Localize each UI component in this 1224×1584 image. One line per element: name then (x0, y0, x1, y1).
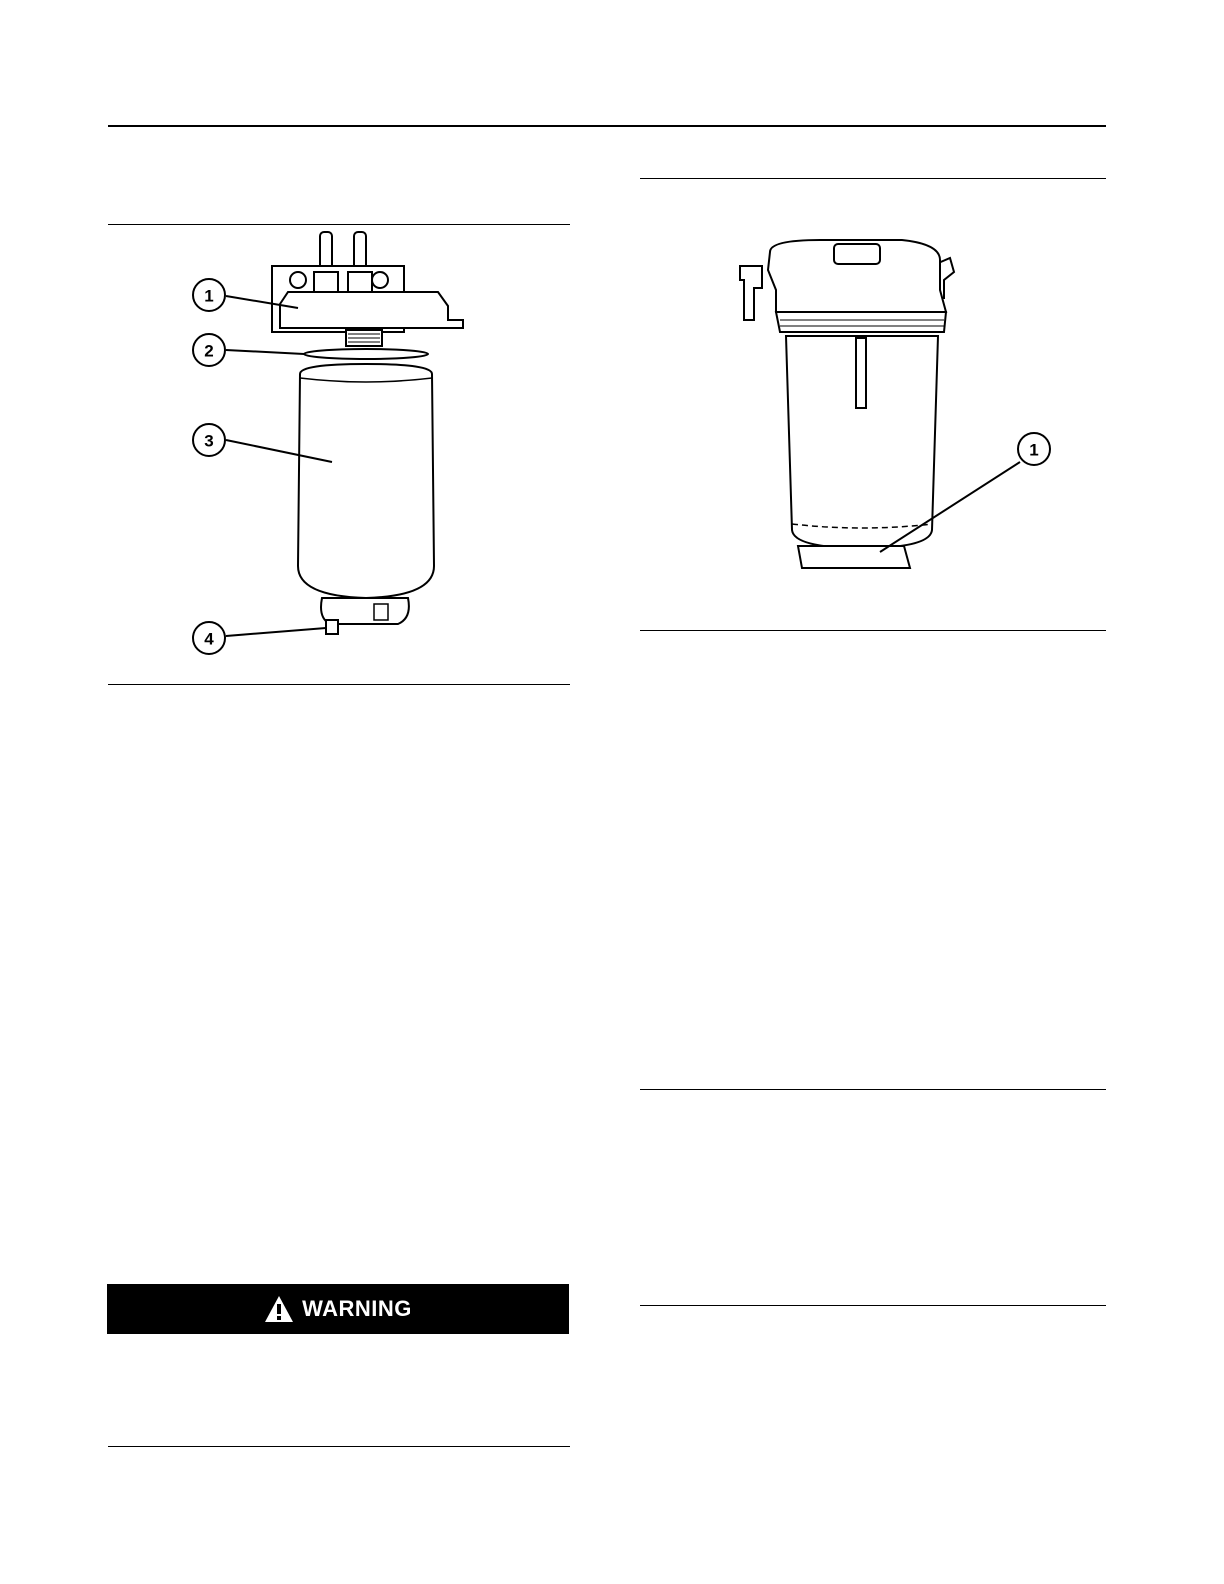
callout-2: 2 (204, 341, 214, 361)
right-column-rule-1 (640, 1089, 1106, 1090)
callout-3: 3 (204, 431, 214, 451)
figure-right-top-rule (640, 178, 1106, 179)
warning-triangle-icon (264, 1295, 294, 1323)
right-column-rule-2 (640, 1305, 1106, 1306)
water-separator-illustration (640, 180, 1106, 628)
callout-1: 1 (204, 286, 214, 306)
figure-right-bottom-rule (640, 630, 1106, 631)
warning-banner (107, 1284, 569, 1334)
warning-label: WARNING (302, 1296, 412, 1321)
callout-right-1: 1 (1029, 440, 1039, 460)
left-column-bottom-rule (108, 1446, 570, 1447)
callout-4: 4 (204, 629, 214, 649)
fuel-filter-exploded-illustration (108, 226, 570, 684)
figure-left-bottom-rule (108, 684, 570, 685)
page-header-rule (108, 125, 1106, 127)
figure-left-top-rule (108, 224, 570, 225)
